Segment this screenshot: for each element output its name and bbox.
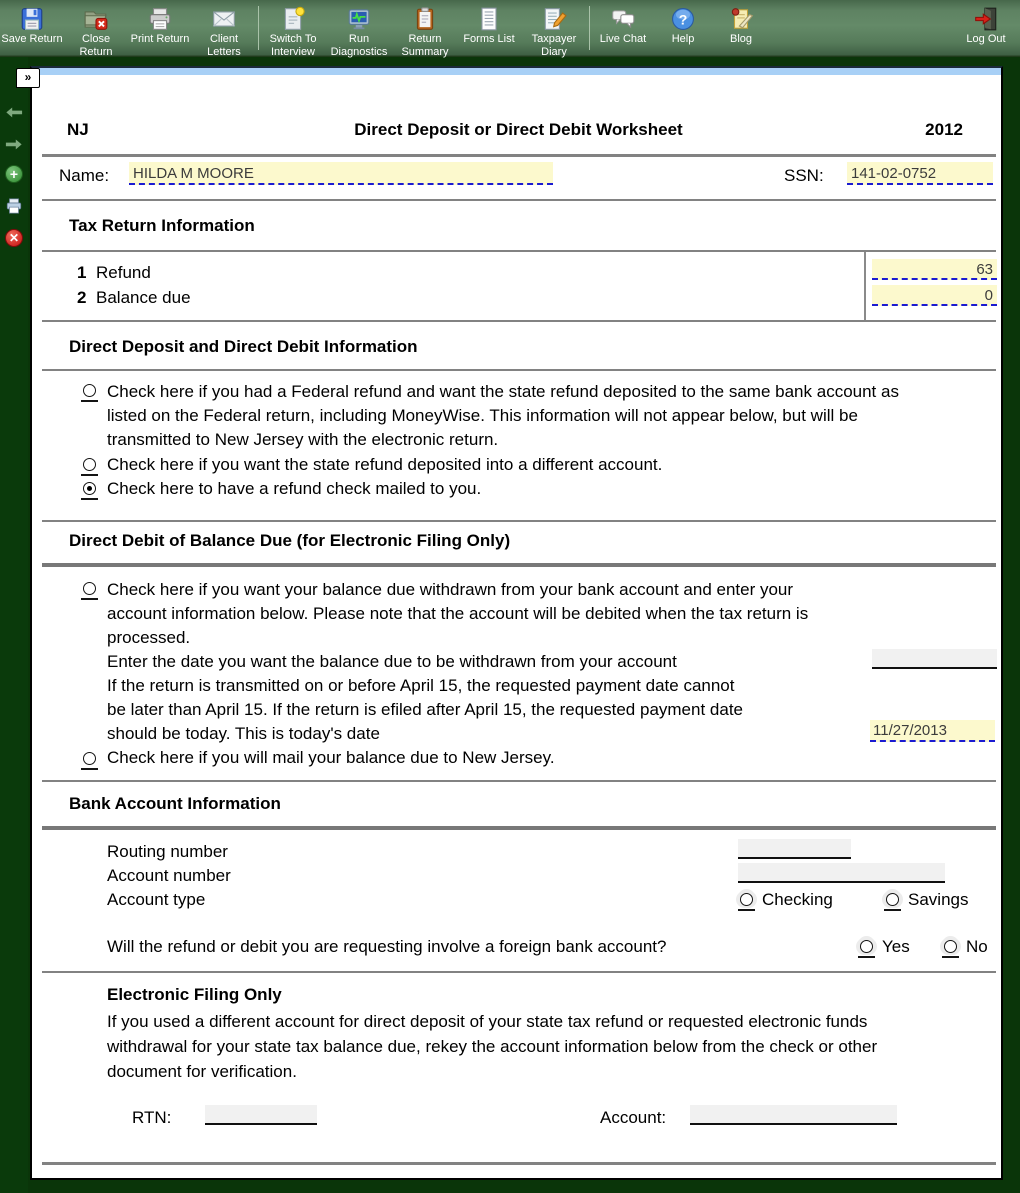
account-type-label: Account type <box>107 890 206 909</box>
section-divider <box>42 826 996 830</box>
left-sidebar <box>0 57 28 1193</box>
toolbar-button-label: Blog <box>729 33 753 45</box>
toolbar-button-label: Help <box>671 33 695 45</box>
run-diagnostics-button[interactable] <box>325 6 393 58</box>
name-field[interactable]: HILDA M MOORE <box>129 162 553 185</box>
section-divider <box>42 780 996 782</box>
close-return-button[interactable] <box>64 6 128 58</box>
direct-debit-heading: Direct Debit of Balance Due (for Electronic Filing Only) <box>69 531 511 550</box>
expand-panel-button[interactable]: » <box>16 68 40 88</box>
refund-check-option-text: Check here to have a refund check mailed to you. <box>107 479 482 498</box>
withdraw-date-label: Enter the date you want the balance due to be withdrawn from your account <box>107 652 677 671</box>
run-diagnostics-icon <box>346 6 372 32</box>
section-divider <box>42 154 996 157</box>
ssn-field[interactable]: 141-02-0752 <box>847 162 993 185</box>
mail-balance-radio[interactable] <box>83 752 96 765</box>
toolbar-separator <box>589 6 590 50</box>
log-out-button[interactable] <box>956 6 1016 46</box>
toolbar-button-label: Client Letters <box>207 33 241 58</box>
direct-deposit-heading: Direct Deposit and Direct Debit Information <box>69 337 418 356</box>
forms-list-icon <box>476 6 502 32</box>
tax-return-info-heading: Tax Return Information <box>69 216 255 235</box>
bank-account-heading: Bank Account Information <box>69 794 281 813</box>
name-label: Name: <box>59 166 110 185</box>
toolbar-button-label: Forms List <box>463 33 515 45</box>
toolbar-button-label: Close Return <box>79 33 113 58</box>
account-verify-field[interactable] <box>690 1105 897 1125</box>
refund-check-radio[interactable] <box>83 482 96 495</box>
taxpayer-diary-button[interactable] <box>521 6 587 58</box>
live-chat-icon <box>610 6 636 32</box>
save-return-button[interactable] <box>0 6 64 46</box>
account-number-field[interactable] <box>738 863 945 883</box>
payment-date-note-line1: If the return is transmitted on or before April 15, the requested payment date cannot <box>107 676 735 695</box>
toolbar-separator <box>258 6 259 50</box>
toolbar-button-label: Print Return <box>130 33 190 45</box>
print-return-icon <box>147 6 173 32</box>
log-out-icon <box>973 6 999 32</box>
balance-due-label: Balance due <box>96 288 191 307</box>
svg-text:?: ? <box>678 11 688 28</box>
client-letters-button[interactable] <box>192 6 256 58</box>
foreign-yes-radio[interactable] <box>860 940 873 953</box>
section-divider <box>42 520 996 522</box>
savings-label: Savings <box>908 890 969 909</box>
different-account-radio[interactable] <box>83 458 96 471</box>
section-divider <box>42 1162 996 1165</box>
foreign-yes-label: Yes <box>882 937 910 956</box>
foreign-account-question: Will the refund or debit you are requesting involve a foreign bank account? <box>107 937 667 956</box>
switch-to-interview-icon <box>280 6 306 32</box>
save-return-icon <box>19 6 45 32</box>
mail-balance-option-text: Check here if you will mail your balance due to New Jersey. <box>107 748 555 767</box>
amount-column-divider <box>864 252 866 320</box>
switch-to-interview-button[interactable] <box>261 6 325 58</box>
line-number: 1 <box>77 263 87 282</box>
print-form-icon[interactable] <box>5 197 23 215</box>
help-icon <box>670 6 696 32</box>
section-divider <box>42 199 996 201</box>
federal-account-radio[interactable] <box>83 384 96 397</box>
toolbar-button-label: Taxpayer Diary <box>531 33 577 58</box>
efile-only-heading: Electronic Filing Only <box>107 985 282 1004</box>
todays-date-field[interactable]: 11/27/2013 <box>870 720 995 742</box>
main-toolbar <box>0 0 1020 57</box>
account-number-label: Account number <box>107 866 231 885</box>
withdraw-balance-option-text: Check here if you want your balance due withdrawn from your bank account and enter your account information below. Please note that the account will be debited when the tax return is processed. <box>107 580 809 647</box>
blog-button[interactable] <box>712 6 770 46</box>
rtn-label: RTN: <box>132 1108 172 1127</box>
efile-only-body: If you used a different account for direct deposit of your state tax refund or requested electronic funds withdrawal for your state tax balance due, rekey the account information below from the check or other document for verification. <box>107 1012 878 1081</box>
foreign-no-label: No <box>966 937 988 956</box>
forms-list-button[interactable] <box>457 6 521 46</box>
page-title: Direct Deposit or Direct Debit Worksheet <box>354 120 683 139</box>
payment-date-note-line3: should be today. This is today's date <box>107 724 380 743</box>
worksheet-page <box>30 66 1003 1180</box>
toolbar-button-label: Log Out <box>966 33 1006 45</box>
section-divider <box>42 369 996 371</box>
toolbar-button-label: Return Summary <box>401 33 449 58</box>
help-button[interactable] <box>654 6 712 46</box>
toolbar-button-label: Run Diagnostics <box>330 33 388 58</box>
federal-account-option-text: Check here if you had a Federal refund and want the state refund deposited to the same bank account as listed on the Federal return, including MoneyWise. This information will not appear below, but will be transmitted to New Jersey with the electronic return. <box>107 382 899 449</box>
page-top-strip <box>32 68 1001 75</box>
routing-number-label: Routing number <box>107 842 228 861</box>
return-summary-button[interactable] <box>393 6 457 58</box>
savings-radio[interactable] <box>886 893 899 906</box>
toolbar-button-label: Live Chat <box>599 33 647 45</box>
section-divider <box>42 320 996 322</box>
withdraw-date-field[interactable] <box>872 649 997 669</box>
section-divider <box>42 971 996 973</box>
blog-icon <box>728 6 754 32</box>
different-account-option-text: Check here if you want the state refund deposited into a different account. <box>107 455 663 474</box>
back-arrow-icon[interactable] <box>5 105 23 119</box>
return-summary-icon <box>412 6 438 32</box>
taxpayer-diary-icon <box>541 6 567 32</box>
line-number: 2 <box>77 288 87 307</box>
toolbar-button-label: Switch To Interview <box>269 33 317 58</box>
rtn-verify-field[interactable] <box>205 1105 317 1125</box>
add-form-icon[interactable]: + <box>5 165 23 183</box>
section-divider <box>42 563 996 567</box>
toolbar-button-label: Save Return <box>1 33 63 45</box>
refund-label: Refund <box>96 263 151 282</box>
withdraw-balance-radio[interactable] <box>83 582 96 595</box>
payment-date-note-line2: be later than April 15. If the return is efiled after April 15, the requested payment date <box>107 700 743 719</box>
section-divider <box>42 250 996 252</box>
client-letters-icon <box>211 6 237 32</box>
tax-year: 2012 <box>925 120 963 139</box>
foreign-no-radio[interactable] <box>944 940 957 953</box>
forward-arrow-icon[interactable] <box>5 137 23 151</box>
close-return-icon <box>83 6 109 32</box>
state-code: NJ <box>67 120 89 139</box>
close-form-icon[interactable]: ✕ <box>5 229 23 247</box>
account-verify-label: Account: <box>600 1108 667 1127</box>
checking-radio[interactable] <box>740 893 753 906</box>
routing-number-field[interactable] <box>738 839 851 859</box>
refund-amount-field[interactable]: 63 <box>872 259 997 280</box>
ssn-label: SSN: <box>784 166 824 185</box>
print-return-button[interactable] <box>128 6 192 46</box>
live-chat-button[interactable] <box>592 6 654 46</box>
checking-label: Checking <box>762 890 833 909</box>
balance-due-amount-field[interactable]: 0 <box>872 285 997 306</box>
